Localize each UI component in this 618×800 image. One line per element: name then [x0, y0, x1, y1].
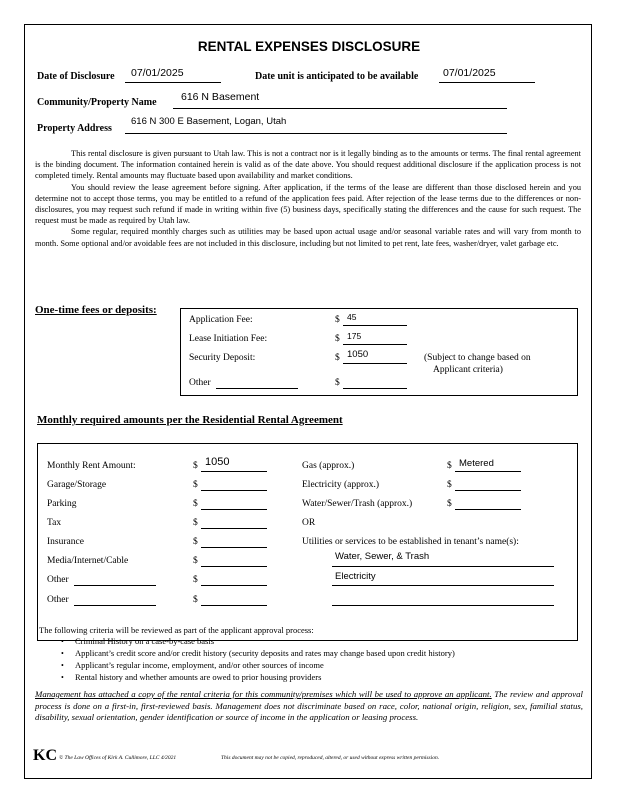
- utility-line-1: [332, 566, 554, 567]
- other-monthly-2-line: [201, 605, 267, 606]
- address-line: [125, 133, 507, 134]
- paragraph-2: You should review the lease agreement before signing. After application, if the terms of the lease are different than those disclosed herein and you determine not to accept those terms, you may be entitled to a refund of the application fees paid. After rejection of the lease terms due to the differences or non-disclosures, you may request such refund if made in writing within five (5) business days, specifically stating the differences and the cause for such request. The request must be made as required by Utah law.: [35, 182, 581, 226]
- community-value[interactable]: 616 N Basement: [181, 91, 260, 103]
- criteria-item: Applicant’s regular income, employment, and/or other sources of income: [75, 660, 324, 670]
- security-deposit-line: [343, 363, 407, 364]
- insurance-label: Insurance: [47, 537, 84, 547]
- media-dollar: $: [193, 556, 198, 566]
- insurance-dollar: $: [193, 537, 198, 547]
- community-label: Community/Property Name: [37, 97, 157, 108]
- other-monthly-1-dollar: $: [193, 575, 198, 585]
- gas-label: Gas (approx.): [302, 461, 355, 471]
- date-of-disclosure-value[interactable]: 07/01/2025: [131, 67, 184, 79]
- gas-value[interactable]: Metered: [459, 458, 494, 469]
- security-deposit-label: Security Deposit:: [189, 353, 256, 363]
- application-fee-dollar: $: [335, 315, 340, 325]
- media-label: Media/Internet/Cable: [47, 556, 129, 566]
- address-label: Property Address: [37, 123, 112, 134]
- law-office-logo: KC: [33, 747, 57, 764]
- tax-dollar: $: [193, 518, 198, 528]
- management-statement: [35, 689, 583, 724]
- date-of-disclosure-line: [125, 82, 221, 83]
- electricity-line: [455, 490, 521, 491]
- application-fee-line: [343, 325, 407, 326]
- utility-line-2: [332, 585, 554, 586]
- other-fee-label-line: [216, 388, 298, 389]
- tax-label: Tax: [47, 518, 62, 528]
- security-deposit-dollar: $: [335, 353, 340, 363]
- security-deposit-value[interactable]: 1050: [347, 349, 369, 360]
- application-fee-label: Application Fee:: [189, 315, 253, 325]
- water-sewer-trash-line: [455, 509, 521, 510]
- other-monthly-1-label: Other: [47, 575, 69, 585]
- parking-dollar: $: [193, 499, 198, 509]
- other-monthly-1-line: [201, 585, 267, 586]
- bullet-icon: •: [61, 661, 64, 670]
- garage-storage-line: [201, 490, 267, 491]
- other-monthly-1-label-line: [74, 585, 156, 586]
- criteria-item: Rental history and whether amounts are owed to prior housing providers: [75, 672, 322, 682]
- monthly-rent-dollar: $: [193, 461, 198, 471]
- water-sewer-trash-label: Water/Sewer/Trash (approx.): [302, 499, 413, 509]
- one-time-heading: One-time fees or deposits:: [35, 304, 157, 316]
- paragraph-1: This rental disclosure is given pursuant to Utah law. This is not a contract nor is it legally binding as to the amounts or terms. The final rental agreement is the binding document. The information contained herein is valid as of the date above. You should request additional disclosure if the application process is not completed timely. Rental amounts may fluctuate based upon availability and market conditions.: [35, 149, 581, 181]
- lease-initiation-fee-label: Lease Initiation Fee:: [189, 334, 268, 344]
- lease-initiation-fee-dollar: $: [335, 334, 340, 344]
- or-label: OR: [302, 518, 316, 528]
- criteria-item: Criminal History on a case-by-case basis: [75, 636, 215, 646]
- utility-value-2[interactable]: Electricity: [335, 571, 376, 582]
- date-available-line: [439, 82, 535, 83]
- copy-notice: This document may not be copied, reproduced, altered, or used without express written permission.: [221, 755, 440, 761]
- other-fee-dollar: $: [335, 378, 340, 388]
- disclosure-paragraphs: [35, 148, 581, 249]
- gas-line: [455, 471, 521, 472]
- date-of-disclosure-label: Date of Disclosure: [37, 71, 115, 82]
- management-statement-rest: The review and approval process is done on a first-in, first-reviewed basis. Management does not discriminate based on race, color, national origin, religion, sex, familial status, disability, sexual orientation, gender identification or source of income in the application or leasing process.: [35, 689, 584, 722]
- media-line: [201, 566, 267, 567]
- bullet-icon: •: [61, 673, 64, 682]
- garage-storage-label: Garage/Storage: [47, 480, 107, 490]
- monthly-rent-value[interactable]: 1050: [205, 456, 230, 468]
- lease-initiation-fee-line: [343, 344, 407, 345]
- electricity-label: Electricity (approx.): [302, 480, 380, 490]
- other-fee-label: Other: [189, 378, 211, 388]
- electricity-dollar: $: [447, 480, 452, 490]
- monthly-rent-label: Monthly Rent Amount:: [47, 461, 136, 471]
- other-monthly-2-label-line: [74, 605, 156, 606]
- disclosure-form: [24, 24, 592, 779]
- criteria-intro: The following criteria will be reviewed as part of the applicant approval process:: [39, 625, 314, 635]
- tax-line: [201, 528, 267, 529]
- copyright-text: © The Law Offices of Kirk A. Cullimore, LLC 4/2021: [59, 755, 177, 761]
- application-fee-value[interactable]: 45: [347, 312, 357, 322]
- form-title: RENTAL EXPENSES DISCLOSURE: [197, 39, 421, 54]
- utility-value-1[interactable]: Water, Sewer, & Trash: [335, 551, 430, 562]
- criteria-item: Applicant’s credit score and/or credit history (security deposits and rates may change based upon credit history): [75, 648, 455, 658]
- garage-storage-dollar: $: [193, 480, 198, 490]
- parking-line: [201, 509, 267, 510]
- deposit-note-line1: (Subject to change based on: [424, 353, 531, 363]
- date-available-value[interactable]: 07/01/2025: [443, 67, 496, 79]
- bullet-icon: •: [61, 637, 64, 646]
- paragraph-3: Some regular, required monthly charges such as utilities may be based upon actual usage and/or seasonal variable rates and will vary from month to month. Some optional and/or avoidable fees are not included in this disclosure, including but not limited to pet rent, late fees, washer/dryer, valet garbage etc.: [35, 227, 581, 248]
- other-monthly-2-label: Other: [47, 595, 69, 605]
- parking-label: Parking: [47, 499, 77, 509]
- monthly-rent-line: [201, 471, 267, 472]
- gas-dollar: $: [447, 461, 452, 471]
- date-available-label: Date unit is anticipated to be available: [255, 71, 419, 82]
- utilities-label: Utilities or services to be established in tenant’s name(s):: [302, 537, 519, 547]
- lease-initiation-fee-value[interactable]: 175: [347, 331, 362, 341]
- other-monthly-2-dollar: $: [193, 595, 198, 605]
- water-sewer-trash-dollar: $: [447, 499, 452, 509]
- deposit-note-line2: Applicant criteria): [433, 365, 503, 375]
- monthly-heading: Monthly required amounts per the Residential Rental Agreement: [37, 414, 343, 426]
- community-line: [173, 108, 507, 109]
- other-fee-line: [343, 388, 407, 389]
- address-value[interactable]: 616 N 300 E Basement, Logan, Utah: [131, 116, 287, 127]
- management-statement-underlined: Management has attached a copy of the rental criteria for this community/premises which will be used to approve an applicant.: [35, 689, 492, 699]
- utility-line-3: [332, 605, 554, 606]
- insurance-line: [201, 547, 267, 548]
- bullet-icon: •: [61, 649, 64, 658]
